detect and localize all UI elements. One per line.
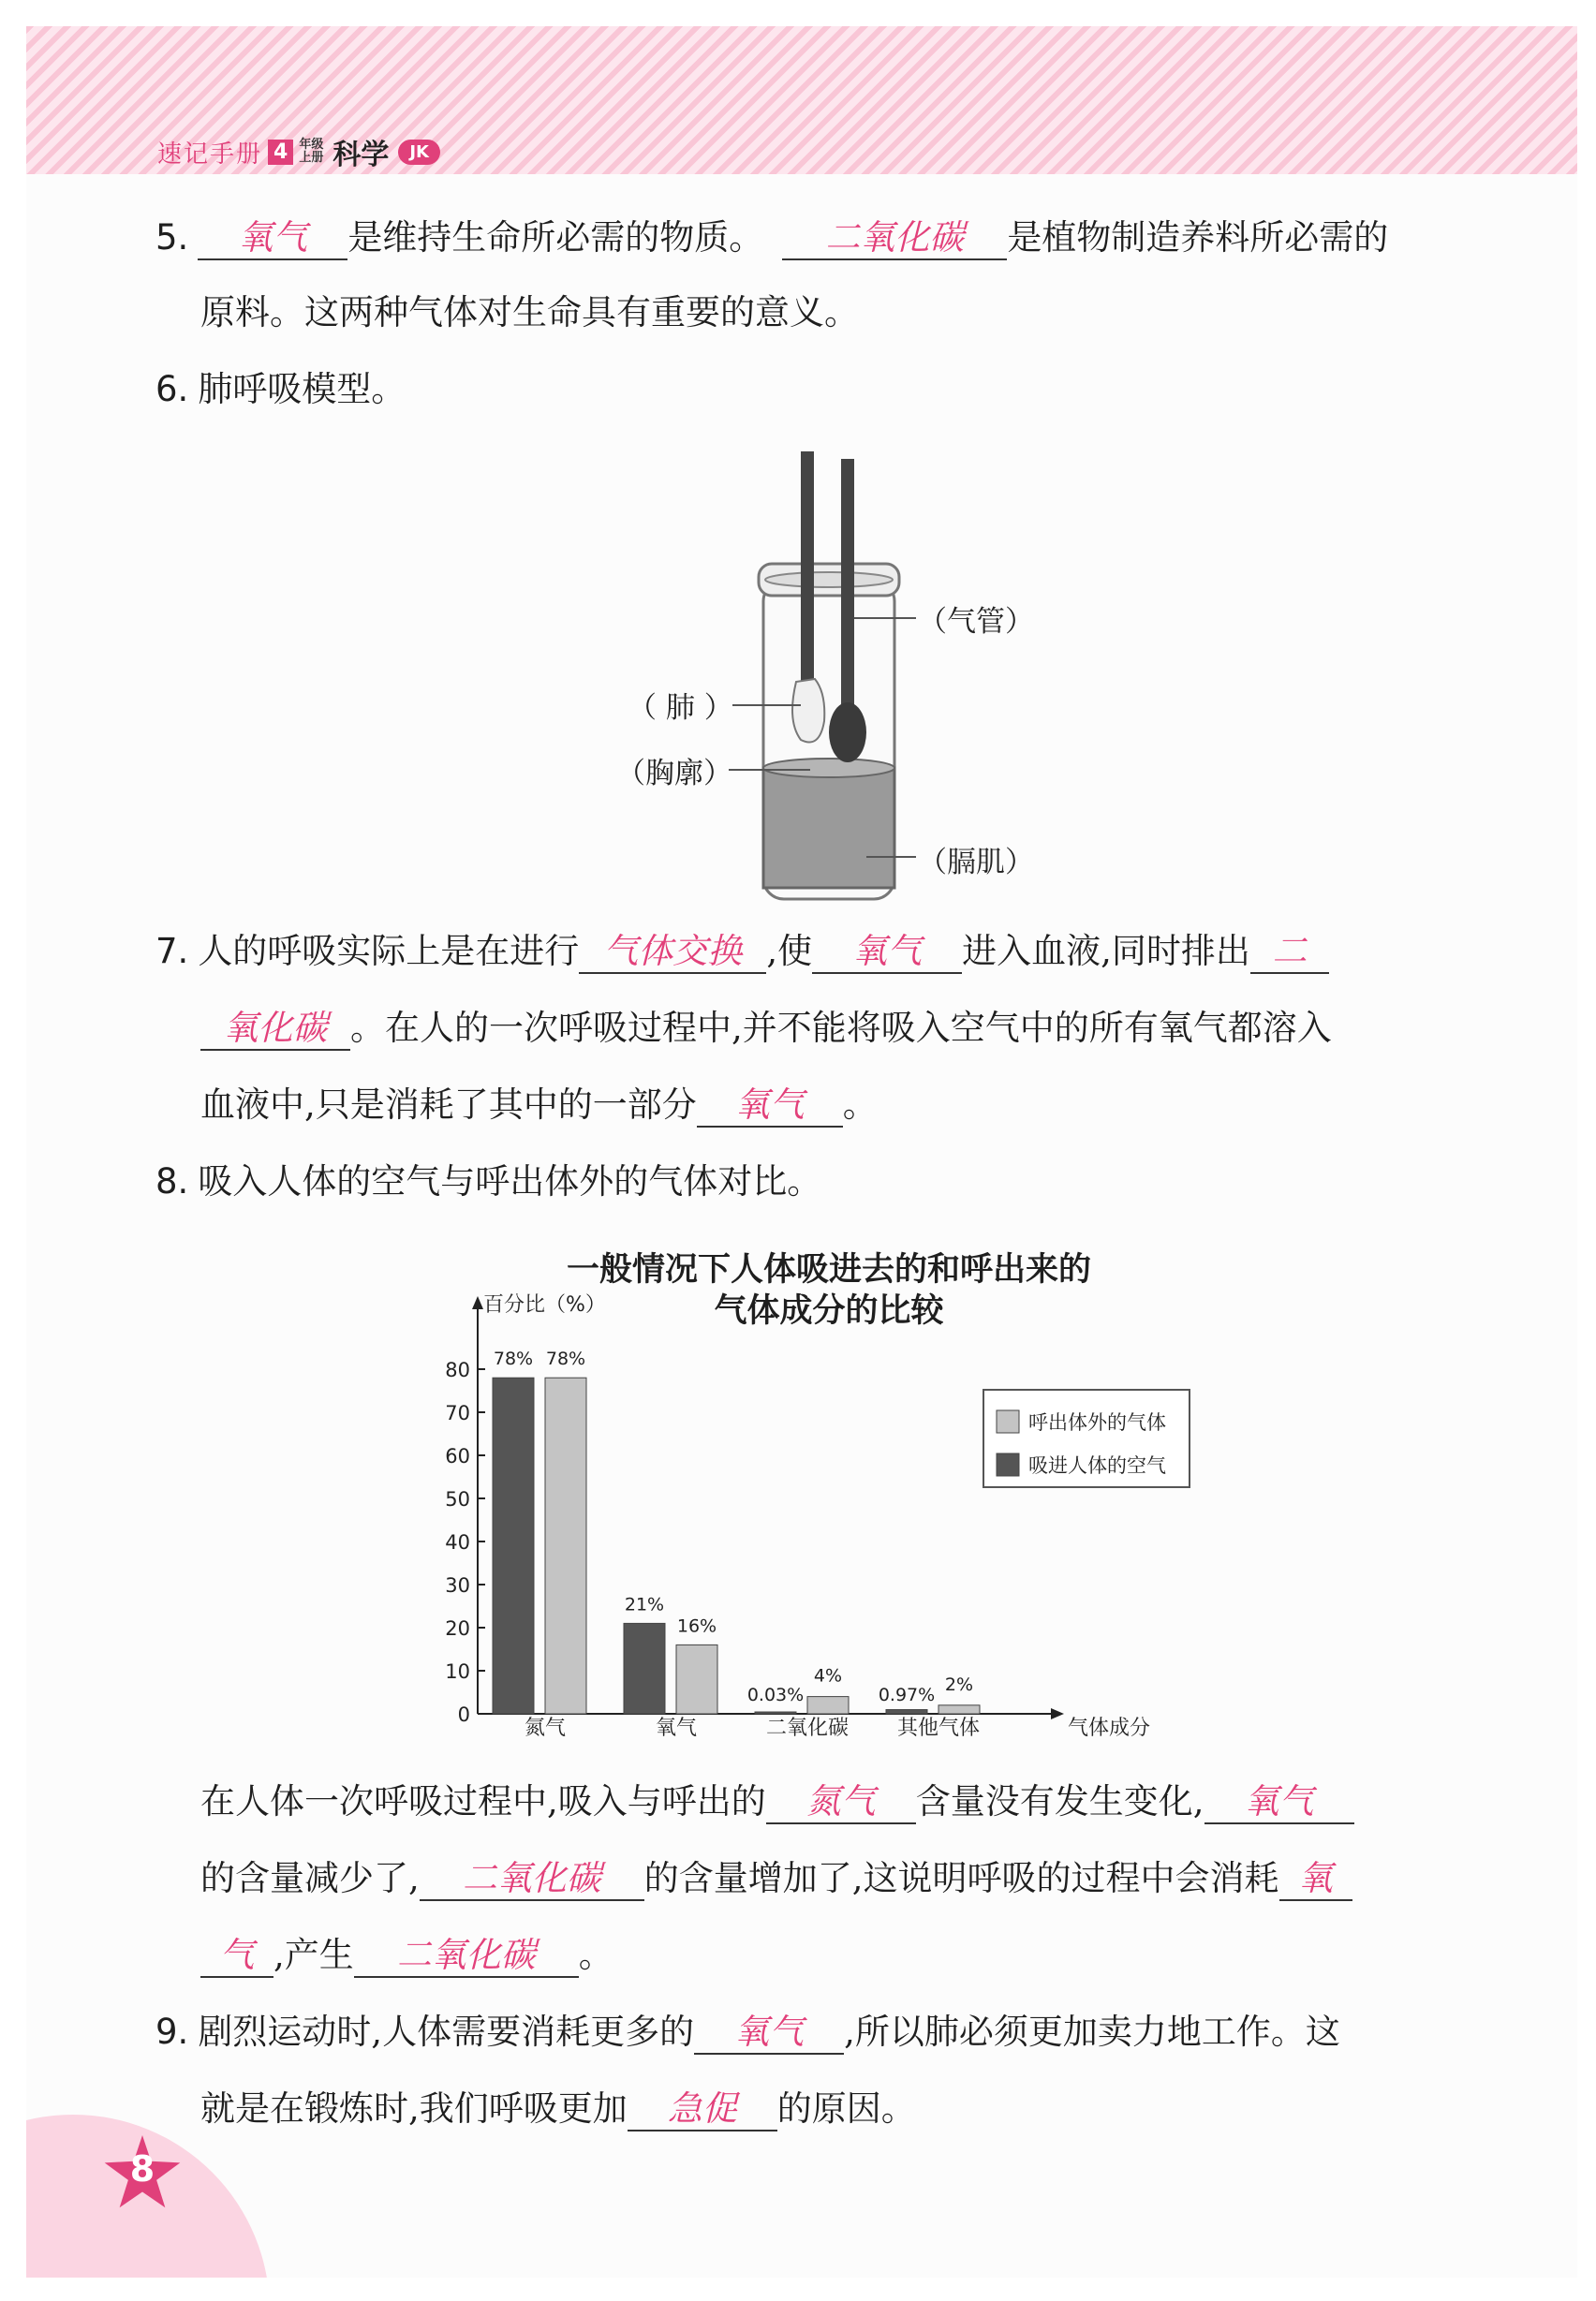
data-label: 0.03% — [746, 1685, 805, 1705]
q5-answer2: 二氧化碳 — [782, 217, 1007, 260]
gas-comparison-chart — [412, 1283, 1199, 1761]
x-tick-label: 氧气 — [655, 1717, 698, 1740]
q8-answer1: 氮气 — [766, 1781, 916, 1824]
q7-answer2: 氧气 — [812, 931, 962, 974]
q7-number: 7. — [155, 931, 189, 971]
bar — [493, 1378, 534, 1714]
edition-badge: JK — [398, 140, 440, 165]
x-axis-label: 气体成分 — [1068, 1717, 1151, 1740]
q7-line3: 血液中,只是消耗了其中的一部分 氧气 。 — [200, 1083, 878, 1128]
q7-line1: 7. 人的呼吸实际上是在进行 气体交换 ,使 氧气 进入血液,同时排出 二 — [155, 929, 1329, 974]
y-tick-label: 70 — [445, 1402, 470, 1424]
q8-answer4-part2: 气 — [200, 1935, 273, 1978]
q9-answer2: 急促 — [628, 2088, 777, 2131]
q8-number: 8. — [155, 1161, 189, 1202]
bar — [676, 1645, 717, 1714]
q6-number: 6. — [155, 369, 189, 409]
page-number: 8 — [129, 2148, 155, 2190]
bar — [886, 1710, 927, 1714]
q8-answer-line1: 在人体一次呼吸过程中,吸入与呼出的 氮气 含量没有发生变化, 氧气 — [200, 1779, 1354, 1824]
data-label: 2% — [944, 1674, 974, 1695]
q9-number: 9. — [155, 2012, 189, 2052]
q5-number: 5. — [155, 217, 189, 258]
chart-title-line2: 气体成分的比较 — [714, 1292, 944, 1330]
y-tick-label: 20 — [445, 1617, 470, 1640]
y-tick-label: 60 — [445, 1445, 470, 1468]
bar — [755, 1712, 796, 1714]
y-tick-label: 80 — [445, 1359, 470, 1381]
label-diaphragm: （膈肌） — [918, 846, 1034, 879]
q5-line2: 原料。这两种气体对生命具有重要的意义。 — [200, 292, 859, 332]
data-label: 4% — [813, 1665, 843, 1687]
legend-label: 呼出体外的气体 — [1028, 1411, 1166, 1434]
y-tick-label: 30 — [445, 1574, 470, 1597]
label-chest: （胸廓） — [616, 757, 732, 790]
q6-line: 6. 肺呼吸模型。 — [155, 369, 406, 409]
x-tick-label: 氮气 — [524, 1717, 567, 1740]
x-tick-label: 其他气体 — [896, 1717, 981, 1740]
y-tick-label: 40 — [445, 1531, 470, 1554]
y-axis-arrow-icon — [472, 1296, 483, 1309]
q8-answer2: 氧气 — [1204, 1781, 1354, 1824]
q7-line2: 氧化碳 。在人的一次呼吸过程中,并不能将吸入空气中的所有氧气都溶入 — [200, 1006, 1332, 1051]
subject-title: 科学 — [332, 139, 390, 171]
grade-label: 年级 上册 — [299, 138, 324, 165]
label-lung: （ 肺 ） — [628, 691, 733, 725]
q8-answer4-part1: 氧 — [1279, 1858, 1352, 1901]
q7-answer4: 氧气 — [697, 1084, 843, 1128]
y-tick-label: 0 — [457, 1704, 470, 1726]
legend-label: 吸进人体的空气 — [1028, 1454, 1166, 1477]
y-tick-label: 50 — [445, 1488, 470, 1511]
legend-swatch — [997, 1453, 1019, 1476]
q9-line1: 9. 剧烈运动时,人体需要消耗更多的 氧气 ,所以肺必须更加卖力地工作。这 — [155, 2010, 1340, 2055]
data-label: 16% — [676, 1615, 717, 1637]
q8-answer-line3: 气 ,产生 二氧化碳 。 — [200, 1933, 613, 1978]
bar — [545, 1378, 586, 1714]
q8-answer5: 二氧化碳 — [354, 1935, 579, 1978]
q8-answer3: 二氧化碳 — [420, 1858, 644, 1901]
label-trachea: （气管） — [918, 605, 1034, 639]
data-label: 78% — [545, 1349, 586, 1370]
corner-decoration — [26, 2115, 270, 2278]
q9-line2: 就是在锻炼时,我们呼吸更加 急促 的原因。 — [200, 2087, 916, 2131]
x-axis-arrow-icon — [1051, 1708, 1064, 1719]
x-tick-label: 二氧化碳 — [765, 1717, 850, 1740]
data-label: 21% — [624, 1594, 665, 1615]
y-axis-label: 百分比（%） — [483, 1293, 606, 1317]
q9-answer1: 氧气 — [694, 2012, 844, 2055]
y-tick-label: 10 — [445, 1660, 470, 1683]
chart-title-line1: 一般情况下人体吸进去的和呼出来的 — [566, 1251, 1091, 1289]
legend-swatch — [997, 1410, 1019, 1433]
grade-number: 4 — [268, 140, 293, 165]
q5-line1: 5. 氧气 是维持生命所必需的物质。 二氧化碳 是植物制造养料所必需的 — [155, 215, 1388, 260]
bar — [624, 1623, 665, 1714]
data-label: 0.97% — [878, 1685, 936, 1705]
q8-line: 8. 吸入人体的空气与呼出体外的气体对比。 — [155, 1161, 822, 1202]
lung-model-diagram — [609, 440, 1058, 908]
data-label: 78% — [493, 1349, 534, 1370]
running-header — [157, 131, 440, 172]
diagram-leader-lines — [609, 440, 1058, 908]
bar — [938, 1705, 980, 1714]
q5-answer1: 氧气 — [198, 217, 347, 260]
book-title: 速记手册 — [157, 140, 263, 169]
bar — [807, 1697, 849, 1714]
q8-answer-line2: 的含量减少了, 二氧化碳 的含量增加了,这说明呼吸的过程中会消耗 氧 — [200, 1856, 1352, 1901]
q7-answer3-part1: 二 — [1250, 931, 1329, 974]
q7-answer1: 气体交换 — [579, 931, 766, 974]
q7-answer3-part2: 氧化碳 — [200, 1008, 350, 1051]
